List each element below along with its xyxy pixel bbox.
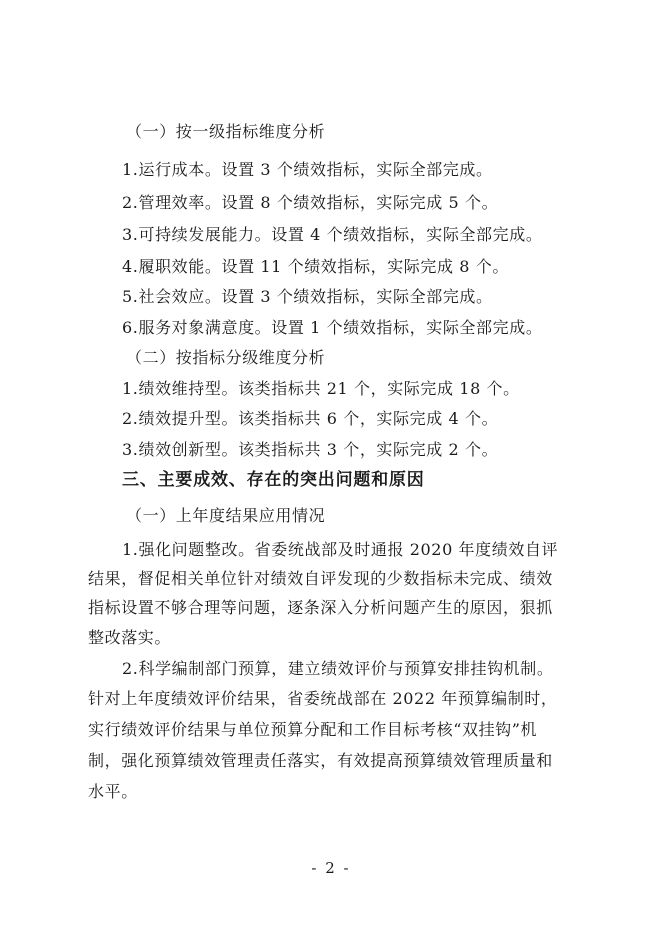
list-item: 1.绩效维持型。该类指标共 21 个，实际完成 18 个。 — [122, 379, 520, 398]
list-item: 1.运行成本。设置 3 个绩效指标，实际全部完成。 — [122, 160, 493, 179]
paragraph-line: 实行绩效评价结果与单位预算分配和工作目标考核“双挂钩”机 — [88, 720, 538, 739]
paragraph-line: 指标设置不够合理等问题，逐条深入分析问题产生的原因，狠抓 — [88, 598, 553, 617]
paragraph-line: 水平。 — [88, 782, 138, 801]
subheading-level-one-analysis: （一）按一级指标维度分析 — [126, 122, 326, 141]
list-item: 3.可持续发展能力。设置 4 个绩效指标，实际全部完成。 — [122, 225, 543, 244]
list-item: 2.绩效提升型。该类指标共 6 个，实际完成 4 个。 — [122, 409, 499, 428]
list-item: 4.履职效能。设置 11 个绩效指标，实际完成 8 个。 — [122, 257, 509, 276]
paragraph-line: 1.强化问题整改。省委统战部及时通报 2020 年度绩效自评 — [122, 540, 559, 559]
subheading-last-year-results: （一）上年度结果应用情况 — [126, 506, 326, 525]
list-item: 3.绩效创新型。该类指标共 3 个，实际完成 2 个。 — [122, 440, 499, 459]
paragraph-line: 2.科学编制部门预算，建立绩效评价与预算安排挂钩机制。 — [122, 659, 554, 678]
paragraph-line: 制，强化预算绩效管理责任落实，有效提高预算绩效管理质量和 — [88, 751, 553, 770]
list-item: 5.社会效应。设置 3 个绩效指标，实际全部完成。 — [122, 287, 493, 306]
list-item: 6.服务对象满意度。设置 1 个绩效指标，实际全部完成。 — [122, 318, 543, 337]
page-number: - 2 - — [311, 859, 351, 877]
paragraph-line: 针对上年度绩效评价结果，省委统战部在 2022 年预算编制时， — [88, 689, 558, 708]
section-heading-results: 三、主要成效、存在的突出问题和原因 — [122, 470, 425, 490]
paragraph-line: 整改落实。 — [88, 628, 172, 647]
paragraph-line: 结果，督促相关单位针对绩效自评发现的少数指标未完成、绩效 — [88, 569, 553, 588]
subheading-grade-analysis: （二）按指标分级维度分析 — [126, 348, 326, 367]
list-item: 2.管理效率。设置 8 个绩效指标，实际完成 5 个。 — [122, 193, 499, 212]
